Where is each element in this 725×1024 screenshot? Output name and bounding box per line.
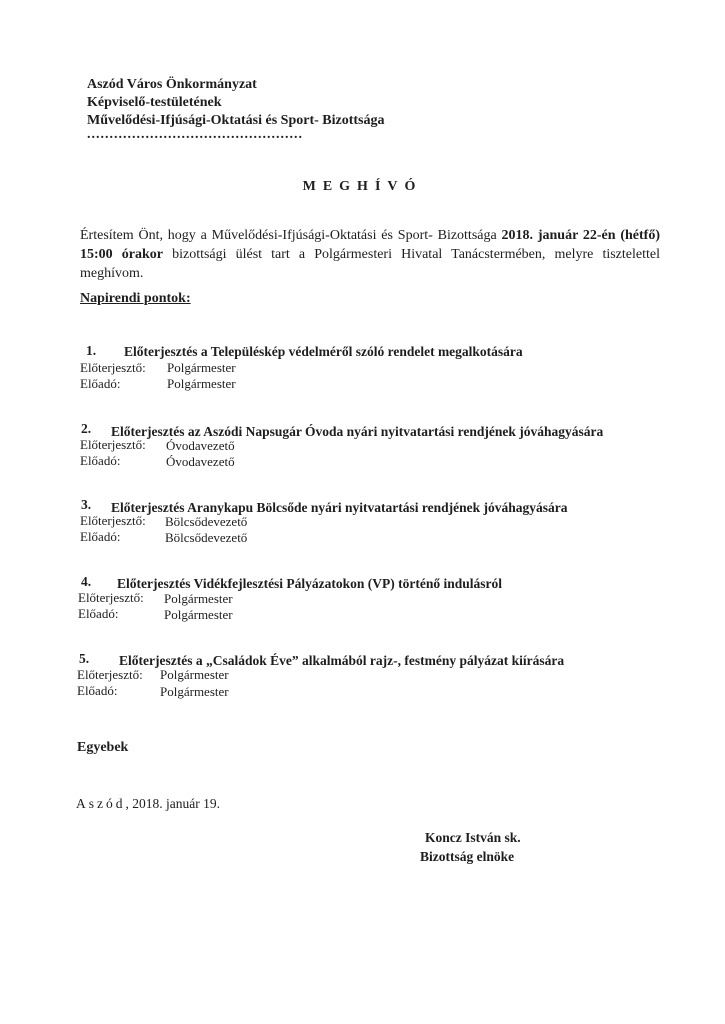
document-date: , 2018. január 19. [125, 796, 220, 811]
presenter-label: Előterjesztő: [80, 360, 146, 375]
speaker-label: Előadó: [80, 453, 121, 468]
signatory-role: Bizottság elnöke [420, 849, 515, 864]
agenda-item-number: 1. [86, 343, 97, 358]
presenter-value: Polgármester [167, 360, 236, 375]
agenda-item-title: Előterjesztés Aranykapu Bölcsőde nyári nyitvatartási rendjének jóváhagyására [111, 500, 568, 515]
other-items-label: Egyebek [77, 740, 129, 755]
signatory-name: Koncz István sk. [425, 830, 521, 845]
presenter-label: Előterjesztő: [77, 667, 143, 682]
speaker-label: Előadó: [80, 529, 121, 544]
header-dotted-line: ................................................ [87, 127, 303, 142]
agenda-item-number: 4. [81, 574, 92, 589]
presenter-label: Előterjesztő: [78, 590, 144, 605]
agenda-item-title: Előterjesztés a „Családok Éve” alkalmából rajz-, festmény pályázat kiírására [119, 653, 565, 668]
speaker-label: Előadó: [80, 376, 121, 391]
presenter-value: Polgármester [164, 591, 233, 606]
meeting-datetime: 2018. január 22-én (hétfő) 15:00 órakor [80, 228, 660, 262]
speaker-value: Polgármester [160, 684, 229, 699]
document-title: MEGHÍVÓ [302, 179, 423, 194]
speaker-label: Előadó: [78, 606, 119, 621]
presenter-label: Előterjesztő: [80, 513, 146, 528]
presenter-value: Bölcsődevezető [165, 514, 248, 529]
agenda-item-title: Előterjesztés a Településkép védelméről szóló rendelet megalkotására [124, 344, 523, 359]
header-organization: Aszód Város Önkormányzat [87, 77, 257, 92]
speaker-value: Óvodavezető [166, 454, 235, 469]
presenter-value: Óvodavezető [166, 438, 235, 453]
agenda-item-number: 5. [79, 651, 90, 666]
place-name: Aszód [76, 796, 126, 811]
presenter-label: Előterjesztő: [80, 437, 146, 452]
agenda-item-title: Előterjesztés az Aszódi Napsugár Óvoda nyári nyitvatartási rendjének jóváhagyására [111, 424, 604, 439]
speaker-label: Előadó: [77, 683, 118, 698]
presenter-value: Polgármester [160, 667, 229, 682]
intro-text-end: bizottsági ülést tart a Polgármesteri Hivatal Tanácstermében, melyre tisztelettel meghívom. [80, 247, 660, 281]
speaker-value: Bölcsődevezető [165, 530, 248, 545]
speaker-value: Polgármester [164, 607, 233, 622]
place-and-date [76, 796, 220, 812]
header-committee: Művelődési-Ifjúsági-Oktatási és Sport- Bizottsága [87, 113, 385, 128]
speaker-value: Polgármester [167, 376, 236, 391]
agenda-heading: Napirendi pontok: [80, 291, 191, 306]
intro-paragraph [80, 226, 660, 283]
intro-text-start: Értesítem Önt, hogy a Művelődési-Ifjúsági-Oktatási és Sport- Bizottsága [80, 228, 502, 243]
agenda-item-number: 2. [81, 421, 92, 436]
header-body: Képviselő-testületének [87, 95, 222, 110]
agenda-item-title: Előterjesztés Vidékfejlesztési Pályázatokon (VP) történő indulásról [117, 576, 503, 591]
agenda-item-number: 3. [81, 497, 92, 512]
